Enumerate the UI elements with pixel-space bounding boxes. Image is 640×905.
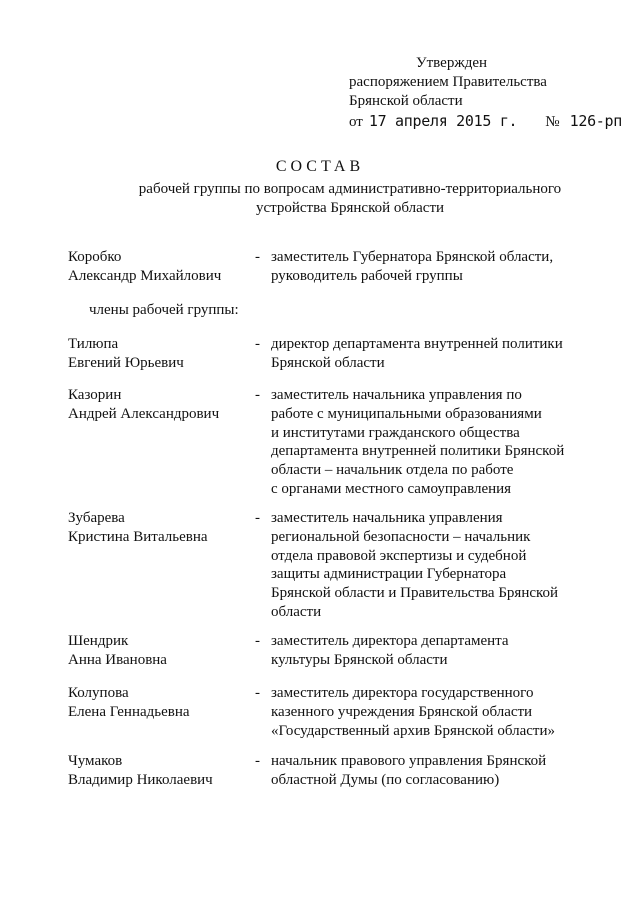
- member-dash: -: [255, 510, 260, 526]
- member-given-names: Елена Геннадьевна: [68, 704, 190, 720]
- member-surname: Зубарева: [68, 510, 125, 526]
- member-role: [271, 632, 571, 670]
- role-line: отдела правовой экспертизы и судебной: [271, 547, 527, 564]
- member-surname: Чумаков: [68, 753, 123, 769]
- role-line: работе с муниципальными образованиями: [271, 405, 542, 422]
- approval-region: Брянской области: [349, 93, 463, 109]
- role-line: «Государственный архив Брянской области»: [271, 722, 555, 739]
- member-role: [271, 386, 571, 499]
- role-line: заместитель начальника управления по: [271, 387, 522, 403]
- member-dash: -: [255, 336, 260, 352]
- role-line: заместитель директора департамента: [271, 633, 509, 649]
- subtitle-line: устройства Брянской области: [255, 200, 445, 216]
- member-name: [68, 386, 219, 424]
- role-line: Брянской области: [271, 354, 385, 371]
- role-line: заместитель директора государственного: [271, 685, 534, 701]
- member-name: [68, 335, 184, 373]
- members-label: члены рабочей группы:: [89, 302, 239, 318]
- subtitle-line: рабочей группы по вопросам административно-территориального: [138, 181, 562, 197]
- member-dash: -: [255, 685, 260, 701]
- member-name: [68, 248, 221, 286]
- approval-number-label: №: [545, 114, 560, 130]
- role-line: Брянской области и Правительства Брянской: [271, 585, 559, 602]
- member-surname: Колупова: [68, 685, 129, 701]
- role-line: защиты администрации Губернатора: [271, 566, 507, 583]
- member-surname: Казорин: [68, 387, 122, 403]
- member-role: [271, 752, 571, 790]
- member-surname: Тилюпа: [68, 336, 119, 352]
- member-surname: Шендрик: [68, 633, 129, 649]
- role-line: региональной безопасности – начальник: [271, 528, 531, 545]
- member-given-names: Евгений Юрьевич: [68, 355, 184, 371]
- approval-date: 17 апреля 2015 г.: [368, 112, 518, 130]
- role-line: заместитель Губернатора Брянской области,: [271, 249, 554, 265]
- role-line: областной Думы (по согласованию): [271, 771, 500, 788]
- role-line: и институтами гражданского общества: [271, 424, 520, 441]
- role-line: казенного учреждения Брянской области: [271, 703, 533, 720]
- approval-date-prefix: от: [349, 114, 363, 130]
- member-dash: -: [255, 753, 260, 769]
- member-given-names: Анна Ивановна: [68, 652, 167, 668]
- member-role: [271, 509, 571, 622]
- member-name: [68, 509, 208, 547]
- member-name: [68, 632, 167, 670]
- member-name: [68, 752, 213, 790]
- role-line: с органами местного самоуправления: [271, 480, 512, 497]
- member-given-names: Кристина Витальевна: [68, 529, 208, 545]
- member-dash: -: [255, 387, 260, 403]
- member-name: [68, 684, 190, 722]
- member-role: [271, 684, 571, 740]
- role-line: директор департамента внутренней политики: [271, 336, 563, 352]
- document-subtitle: [0, 180, 640, 218]
- member-dash: -: [255, 633, 260, 649]
- member-given-names: Владимир Николаевич: [68, 772, 213, 788]
- approval-approved: Утвержден: [416, 55, 488, 71]
- role-line: департамента внутренней политики Брянской: [271, 443, 565, 460]
- member-role: [271, 248, 571, 286]
- member-surname: Коробко: [68, 249, 122, 265]
- member-dash: -: [255, 249, 260, 265]
- role-line: руководитель рабочей группы: [271, 267, 463, 284]
- role-line: области – начальник отдела по работе: [271, 462, 514, 479]
- member-given-names: Андрей Александрович: [68, 406, 220, 422]
- role-line: культуры Брянской области: [271, 651, 448, 668]
- approval-by-order: распоряжением Правительства: [349, 74, 547, 90]
- member-given-names: Александр Михайлович: [68, 268, 222, 284]
- approval-number: 126-рп: [569, 112, 622, 130]
- approval-block: [349, 54, 622, 132]
- member-role: [271, 335, 571, 373]
- role-line: области: [271, 603, 322, 620]
- role-line: заместитель начальника управления: [271, 510, 503, 526]
- document-title: СОСТАВ: [275, 158, 365, 175]
- approval-date-line: [349, 112, 622, 132]
- role-line: начальник правового управления Брянской: [271, 753, 547, 769]
